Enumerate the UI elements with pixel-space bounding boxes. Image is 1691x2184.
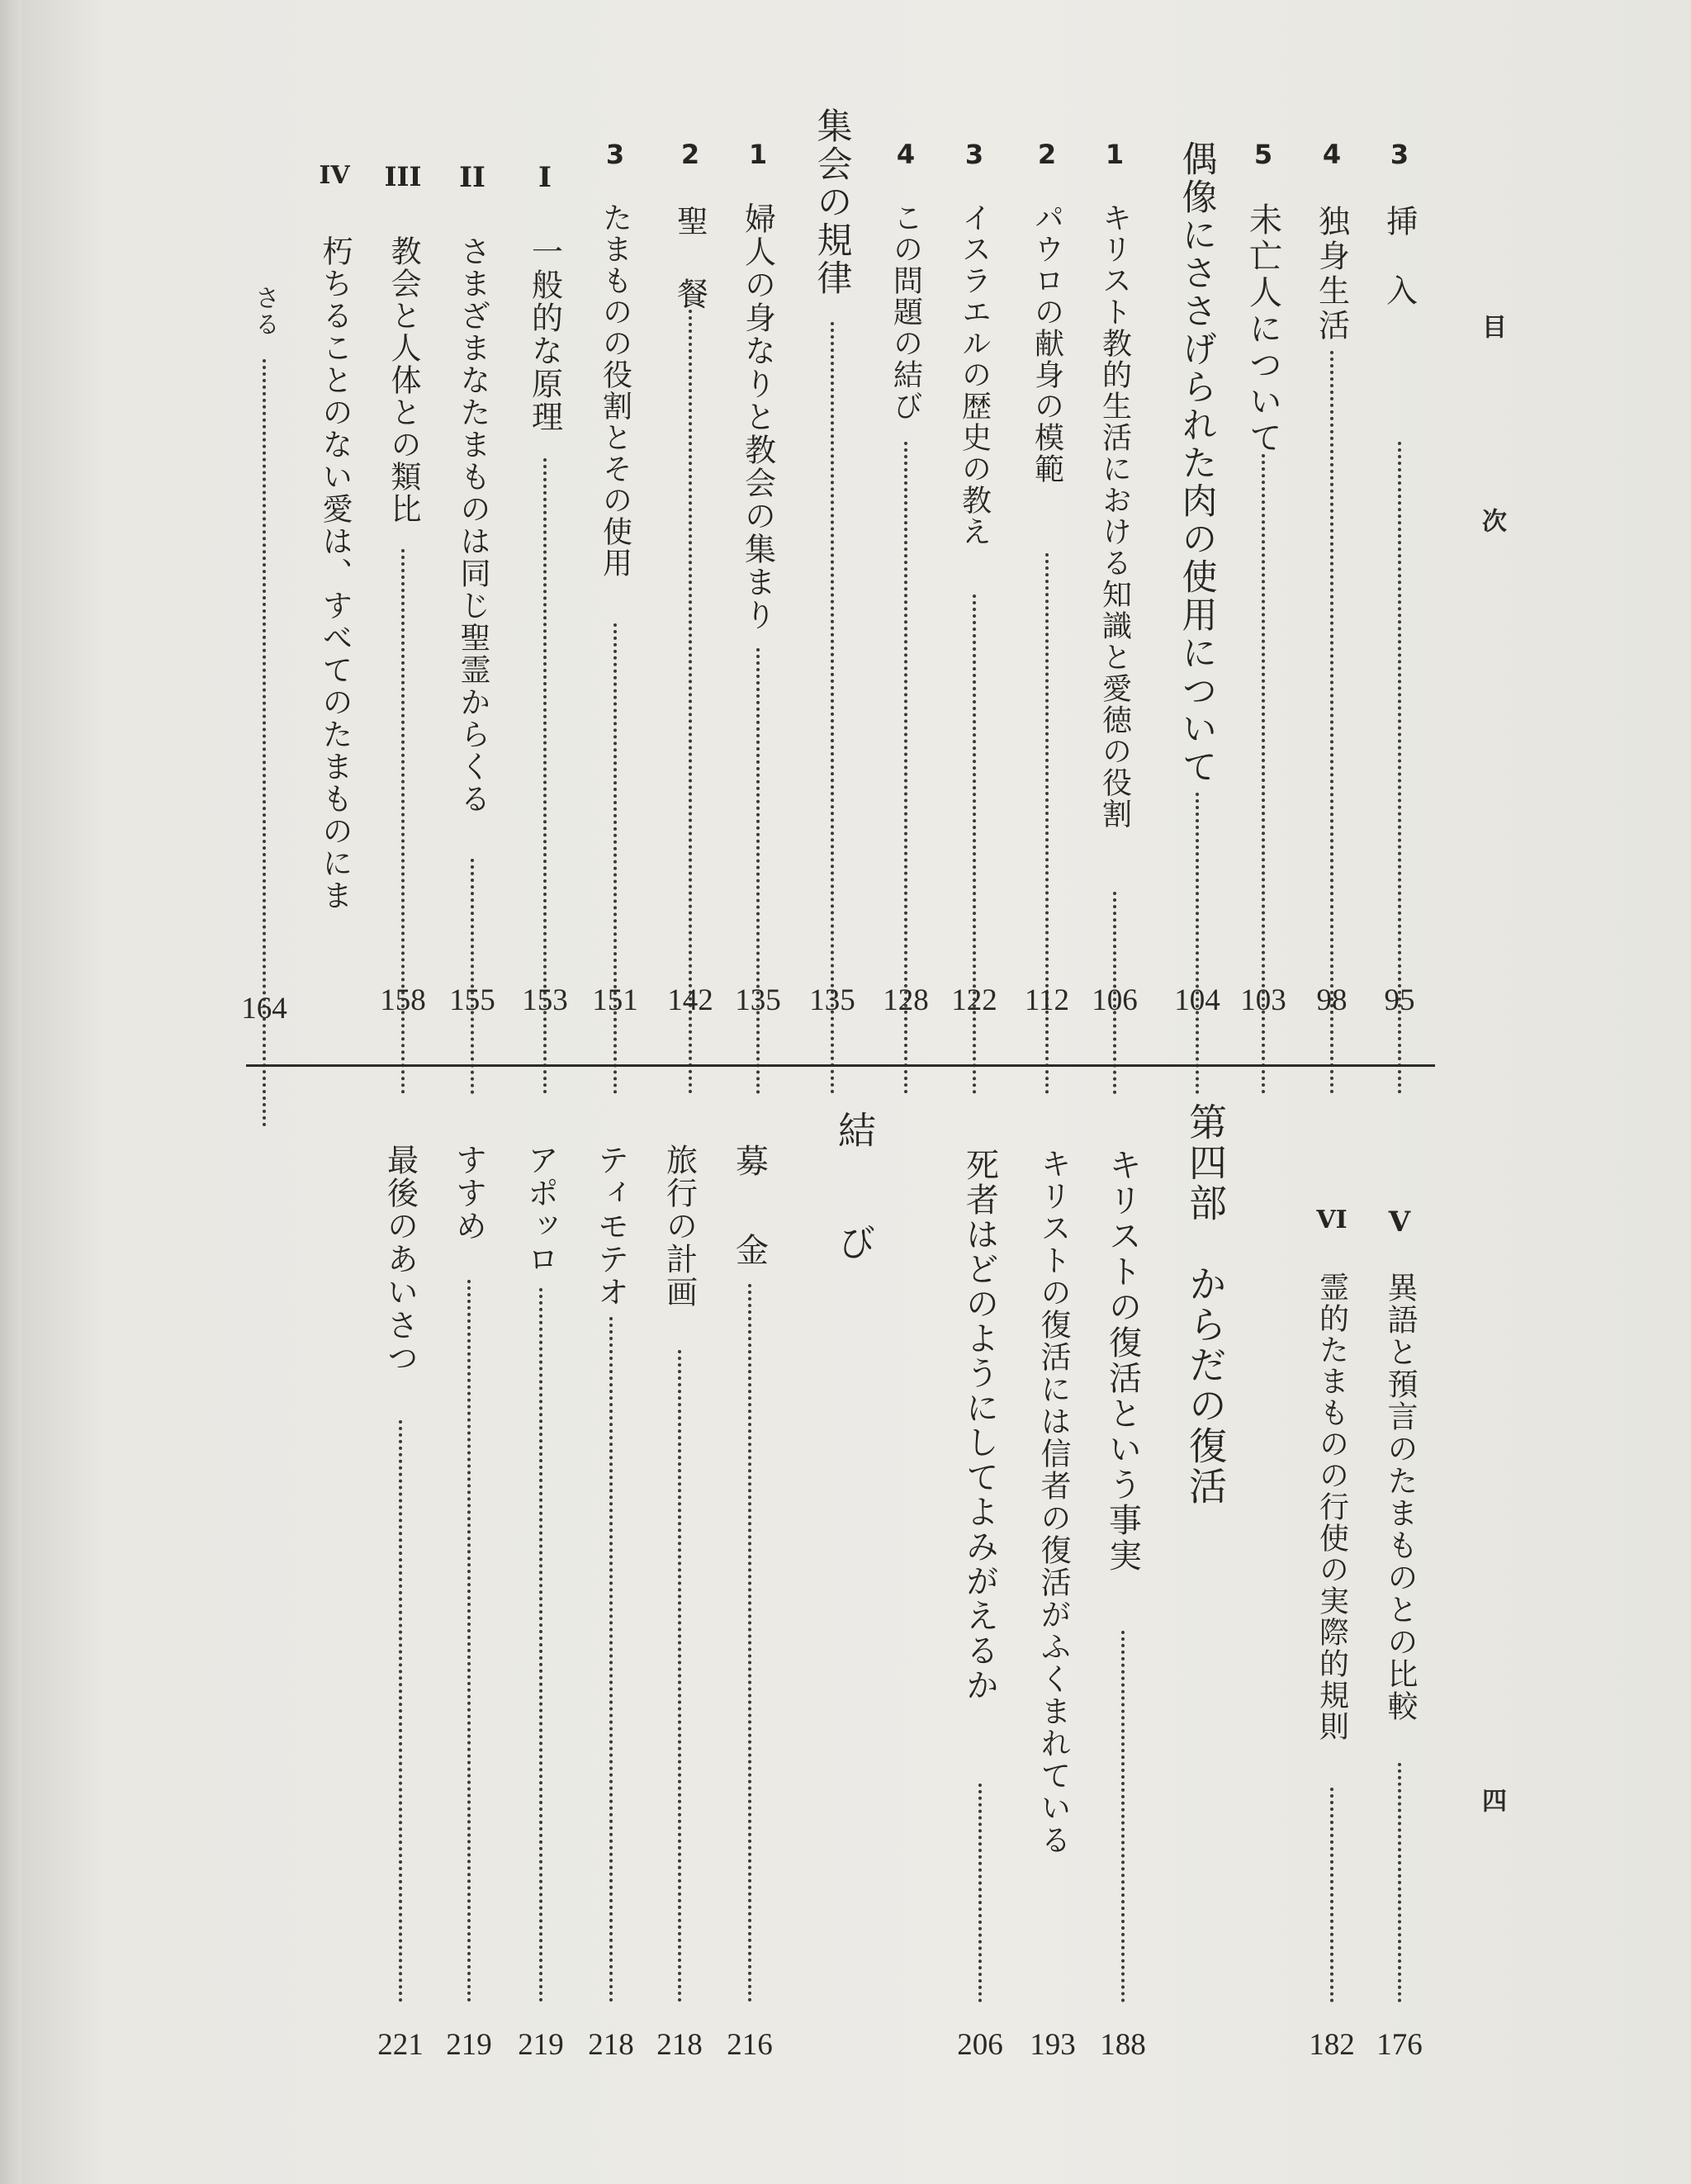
page-number: 142 (667, 983, 713, 1017)
entry-title: 募 金 (730, 1144, 769, 1277)
leader-dots (978, 1784, 982, 2002)
page-number: 219 (446, 2028, 492, 2062)
entry-number: 2 (1037, 139, 1057, 170)
entry-title: 旅行の計画 (661, 1144, 698, 1309)
entry-number: VI (1316, 1206, 1348, 1234)
page-number: 176 (1376, 2028, 1423, 2062)
entry-number: 2 (680, 139, 700, 170)
entry-title: 一般的な原理 (526, 235, 563, 433)
entry-title-continuation: さる (250, 285, 279, 338)
page-number: 104 (1174, 983, 1220, 1017)
entry-number: 3 (605, 139, 625, 170)
toc-entry[interactable] (733, 132, 808, 1032)
entry-title: 最後のあいさつ (381, 1144, 419, 1375)
entry-title: キリストの復活という事実 (1103, 1148, 1142, 1574)
leader-dots (467, 1280, 471, 2002)
toc-entry[interactable] (1028, 1148, 1102, 2064)
toc-entry[interactable] (1098, 1148, 1172, 2064)
toc-entry[interactable] (1375, 1206, 1449, 2064)
toc-entry[interactable] (1090, 132, 1164, 1032)
entry-number: 3 (964, 139, 984, 170)
page-number: 182 (1309, 2028, 1355, 2062)
entry-title: 挿 入 (1381, 205, 1418, 309)
entry-title: 偶像にささげられた肉の使用について (1176, 140, 1218, 786)
header-mokuji-left: 目 (1477, 314, 1506, 339)
page-number: 164 (241, 992, 287, 1026)
entry-number: 3 (1390, 139, 1409, 170)
part-heading[interactable] (1181, 1102, 1255, 1680)
entry-title: 婦人の身なりと教会の集まり (739, 202, 776, 632)
toc-entry[interactable] (1022, 132, 1097, 1032)
leader-dots (973, 595, 976, 1094)
entry-title: 独身生活 (1313, 205, 1350, 343)
entry-number: 4 (1322, 139, 1342, 170)
page-number: 216 (727, 2028, 773, 2062)
section-divider (246, 1064, 1435, 1067)
page-number: 122 (951, 983, 997, 1017)
toc-entry[interactable] (520, 161, 594, 1032)
toc-entry[interactable] (881, 132, 955, 1032)
leader-dots (1330, 1788, 1333, 2002)
page-number: 153 (522, 983, 568, 1017)
entry-title: 集会の規律 (811, 107, 853, 297)
page-number: 218 (588, 2028, 634, 2062)
leader-dots (399, 1420, 402, 2002)
page-number: 106 (1092, 983, 1138, 1017)
entry-title: 朽ちることのない愛は、すべてのたまものにま (317, 235, 353, 912)
book-gutter (0, 0, 21, 2184)
leader-dots (831, 322, 834, 1094)
section-heading[interactable] (830, 1111, 904, 1358)
page-number: 151 (592, 983, 638, 1017)
page-number: 206 (957, 2028, 1003, 2062)
leader-dots (689, 310, 692, 1094)
page-number: 135 (809, 983, 855, 1017)
entry-title: 霊的たまものの行使の実際的規則 (1314, 1272, 1349, 1742)
entry-title: 教会と人体との類比 (386, 235, 421, 525)
entry-title: アポッロ (522, 1144, 559, 1276)
toc-entry[interactable] (655, 1144, 729, 2064)
toc-entry[interactable] (378, 161, 452, 1032)
entry-title: すすめ (450, 1144, 487, 1243)
toc-entry[interactable] (1307, 132, 1381, 1032)
entry-title: 死者はどのようにしてよみがえるか (960, 1148, 999, 1703)
toc-entry[interactable] (516, 1144, 590, 2064)
page-number: 221 (377, 2028, 424, 2062)
entry-title: キリスト教的生活における知識と愛徳の役割 (1097, 202, 1132, 830)
page-number: 155 (449, 983, 495, 1017)
entry-number: 1 (1105, 139, 1125, 170)
toc-entry[interactable] (1307, 1206, 1381, 2064)
entry-title: 未亡人について (1243, 202, 1282, 457)
entry-number: V (1388, 1206, 1411, 1239)
toc-section-heading[interactable] (808, 99, 882, 1032)
leader-dots (539, 1288, 542, 2002)
page-number: 103 (1240, 983, 1286, 1017)
page-number: 188 (1100, 2028, 1146, 2062)
toc-entry[interactable] (950, 132, 1024, 1032)
toc-entry[interactable] (448, 161, 522, 1032)
toc-entry[interactable] (666, 132, 740, 1032)
page-number: 98 (1316, 983, 1348, 1017)
entry-number: I (538, 161, 552, 194)
page-number: 95 (1384, 983, 1415, 1017)
leader-dots (1121, 1631, 1125, 2002)
section-title: 結 び (832, 1111, 877, 1279)
page-number: 218 (656, 2028, 703, 2062)
toc-entry-continuation[interactable] (239, 161, 314, 1032)
header-page-kanji: 四 (1477, 1788, 1506, 1812)
leader-dots (1398, 1763, 1401, 2002)
page-number: 112 (1024, 983, 1070, 1017)
entry-number: 5 (1253, 139, 1273, 170)
leader-dots (1196, 793, 1199, 1094)
entry-title: イスラエルの歴史の教え (957, 202, 992, 547)
part-title: 第四部 からだの復活 (1183, 1102, 1228, 1507)
leader-dots (609, 1317, 613, 2002)
header-mokuji-right: 次 (1477, 508, 1506, 533)
leader-dots (471, 859, 474, 1094)
entry-number: 1 (748, 139, 768, 170)
page-number: 158 (380, 983, 426, 1017)
toc-entry[interactable] (310, 161, 384, 1032)
leader-dots (678, 1350, 681, 2002)
entry-title: この問題の結び (888, 202, 923, 422)
entry-number: IV (319, 161, 350, 190)
entry-title: キリストの復活には信者の復活がふくまれている (1035, 1148, 1071, 1856)
entry-number: III (384, 161, 422, 192)
toc-entry[interactable] (376, 1144, 450, 2064)
leader-dots (756, 648, 760, 1094)
toc-entry[interactable] (725, 1144, 799, 2064)
toc-entry[interactable] (444, 1144, 519, 2064)
toc-entry[interactable] (1375, 132, 1449, 1032)
entry-number: II (459, 161, 486, 194)
page-number: 219 (518, 2028, 564, 2062)
toc-entry[interactable] (586, 1144, 661, 2064)
entry-title: たまものの役割とその使用 (598, 202, 632, 579)
page-number: 193 (1030, 2028, 1076, 2062)
entry-title: 異語と預言のたまものとの比較 (1382, 1272, 1418, 1722)
toc-entry[interactable] (590, 132, 665, 1032)
toc-section-heading[interactable] (1172, 132, 1247, 1032)
toc-entry[interactable] (1239, 132, 1313, 1032)
entry-number: 4 (896, 139, 916, 170)
toc-entry[interactable] (955, 1148, 1030, 2064)
page-number: 128 (883, 983, 929, 1017)
entry-title: さまざまなたまものは同じ聖霊からくる (455, 235, 490, 815)
leader-dots (613, 623, 617, 1094)
entry-title: 聖 餐 (671, 205, 708, 314)
entry-title: パウロの献身の模範 (1030, 202, 1064, 485)
entry-title: ティモテオ (592, 1144, 629, 1309)
leader-dots (748, 1284, 751, 2002)
page-number: 135 (735, 983, 781, 1017)
